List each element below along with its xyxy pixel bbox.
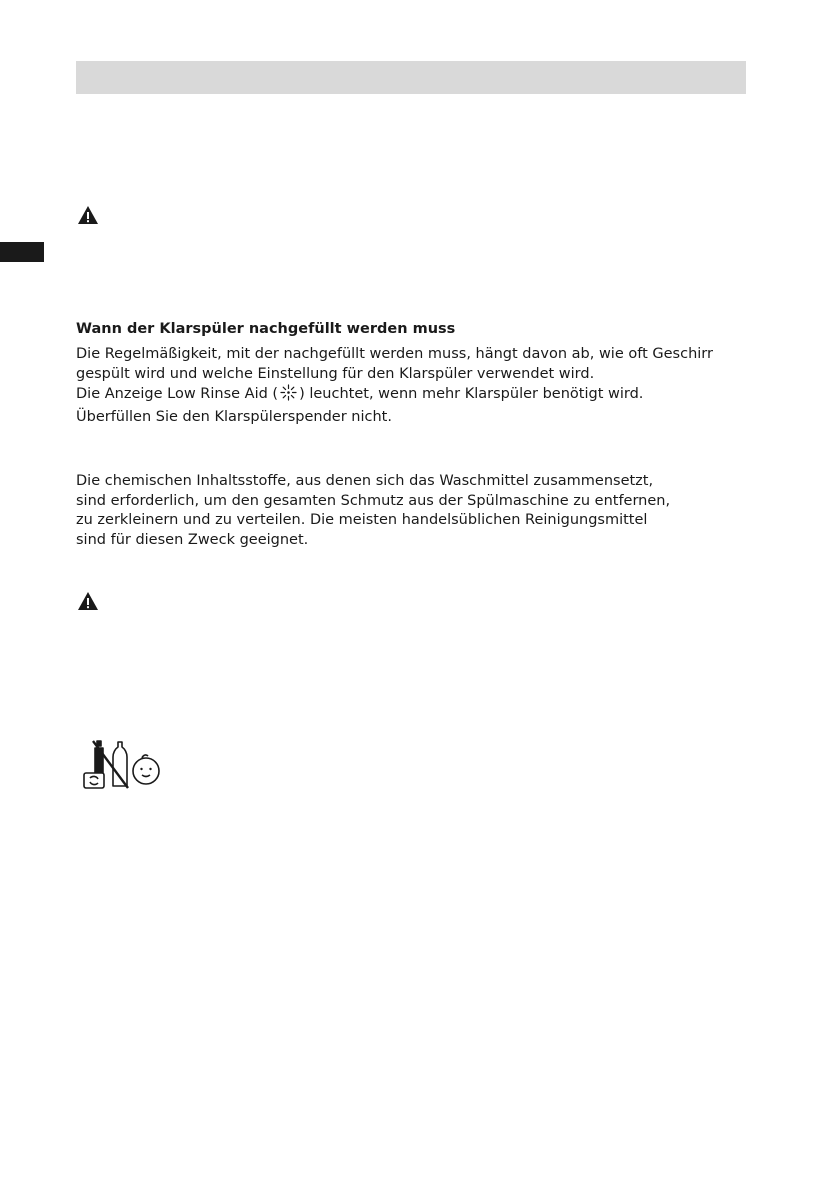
rinse-aid-sparkle-icon [280,384,297,408]
detergent-line-3: zu zerkleinern und zu verteilen. Die meisten handelsüblichen Reinigungsmittel [76,512,648,528]
refill-heading: Wann der Klarspüler nachgefüllt werden muss [76,321,456,337]
detergent-line-2: sind erforderlich, um den gesamten Schmutz aus der Spülmaschine zu entfernen, [76,492,671,509]
refill-paragraph [76,345,713,427]
refill-line-3 [76,384,713,408]
warning-triangle-icon [77,205,99,225]
refill-line-2: gespült wird und welche Einstellung für den Klarspüler verwendet wird. [76,365,595,382]
warning-triangle-icon [77,591,99,611]
detergent-line-4: sind für diesen Zweck geeignet. [76,531,309,548]
detergent-line-1: Die chemischen Inhaltsstoffe, aus denen sich das Waschmittel zusammensetzt, [76,473,654,489]
refill-line-3-end: ) leuchtet, wenn mehr Klarspüler benötigt wird. [299,386,644,402]
refill-line-1: Die Regelmäßigkeit, mit der nachgefüllt werden muss, hängt davon ab, wie oft Geschirr [76,346,713,362]
keep-away-from-children-icon [82,738,164,790]
language-tab-marker [0,242,44,262]
refill-line-4: Überfüllen Sie den Klarspülerspender nicht. [76,408,392,425]
section-header-bar [76,61,746,94]
refill-line-3-start: Die Anzeige Low Rinse Aid ( [76,386,279,402]
detergent-paragraph [76,472,670,550]
